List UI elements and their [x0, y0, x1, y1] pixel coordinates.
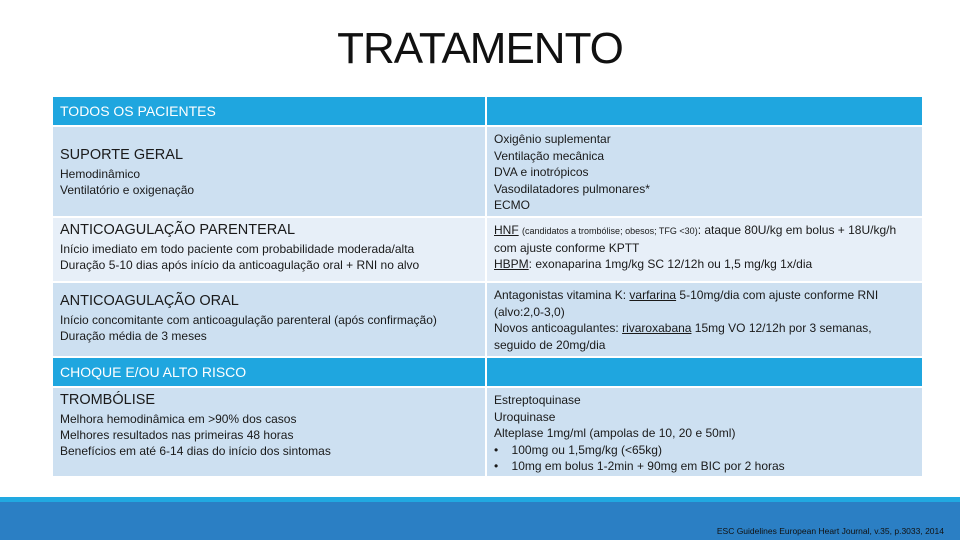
row-thrombolysis: TROMBÓLISE Melhora hemodinâmica em >90% dos casos Melhores resultados nas primeiras 48 horas Benefícios em até 6-14 dias do início dos sintomas Estreptoquinase Uroquinase Alteplase 1mg/ml (ampolas de 10, 20 e 50ml) • 100mg ou 1,5mg/kg (<65kg) • 10mg em bolus 1-2min + 90mg em BIC por 2 horas — [53, 388, 922, 478]
slide-title: TRATAMENTO — [337, 24, 623, 73]
row-general-support: SUPORTE GERAL Hemodinâmico Ventilatório e oxigenação Oxigênio suplementar Ventilação mecânica DVA e inotrópicos Vasodilatadores pulmonares* ECMO — [53, 127, 922, 218]
section-header-all-patients: TODOS OS PACIENTES — [53, 97, 922, 127]
bullet-item: • 100mg ou 1,5mg/kg (<65kg) — [494, 442, 662, 457]
treatment-table — [53, 97, 922, 478]
footer-bar — [0, 497, 960, 540]
bullet-item: • 10mg em bolus 1-2min + 90mg em BIC por 2 horas — [494, 459, 785, 473]
section-header-shock-high-risk: CHOQUE E/OU ALTO RISCO — [53, 358, 922, 388]
reference-citation: ESC Guidelines European Heart Journal, v.35, p.3033, 2014 — [716, 526, 944, 536]
row-parenteral-anticoagulation: ANTICOAGULAÇÃO PARENTERAL Início imediato em todo paciente com probabilidade moderada/alta Duração 5-10 dias após início da anticoagulação oral + RNI no alvo HNF (candidatos a trombólise; obesos; TFG <30): ataque 80U/kg em bolus + 18U/kg/h com ajuste conforme KPTT HBPM: exonaparina 1mg/kg SC 12/12h ou 1,5 mg/kg 1x/dia — [53, 218, 922, 283]
row-oral-anticoagulation: ANTICOAGULAÇÃO ORAL Início concomitante com anticoagulação parenteral (após confirmação) Duração média de 3 meses Antagonistas vitamina K: varfarina 5-10mg/dia com ajuste conforme RNI (alvo:2,0-3,0) Novos anticoagulantes: rivaroxabana 15mg VO 12/12h por 3 semanas, seguido de 20mg/dia — [53, 283, 922, 358]
